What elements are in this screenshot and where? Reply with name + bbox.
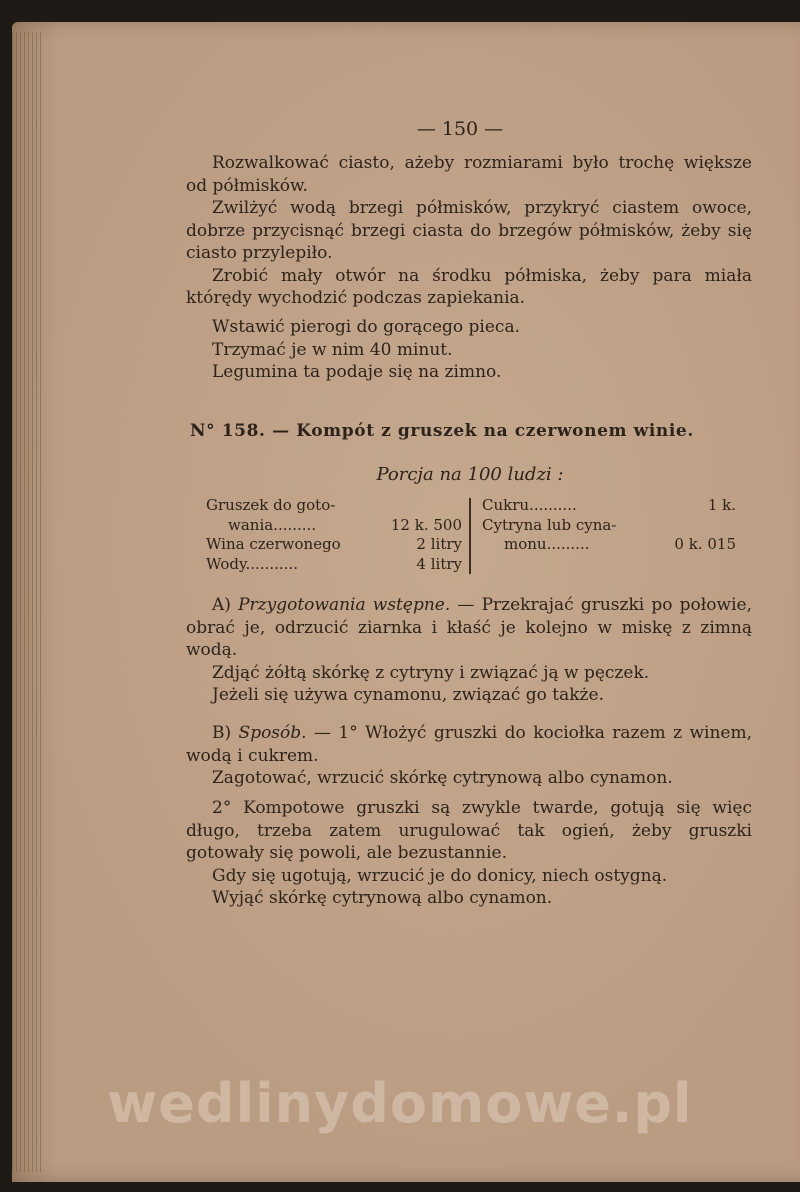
ingredient-qty: 4 litry (416, 554, 462, 573)
section-c (186, 797, 752, 910)
intro-line-2: Trzymać je w nim 40 minut. (212, 339, 453, 360)
recipe-dash: — (272, 421, 290, 441)
column-divider (469, 498, 471, 574)
ingredient-row (206, 496, 462, 516)
section-a-paragraph (186, 594, 752, 662)
section-b-dash: — (313, 723, 331, 743)
section-b-paragraph (186, 722, 752, 767)
ingredient-row (206, 555, 462, 575)
ingredient-row (482, 496, 736, 516)
section-a-line-2: Jeżeli się używa cynamonu, związać go także. (212, 685, 604, 705)
ingredient-name: monu......... (504, 535, 590, 553)
intro-line-3: Legumina ta podaje się na zimno. (212, 362, 502, 382)
ingredients-table (206, 496, 736, 576)
page-edges (12, 32, 42, 1172)
ingredient-row (482, 516, 736, 536)
recipe-number: N° 158. (190, 421, 266, 441)
ingredient-name: Cytryna lub cyna- (482, 515, 617, 534)
ingredient-qty: 12 k. 500 (390, 515, 462, 534)
intro-line-1: Wstawić pierogi do gorącego pieca. (212, 317, 520, 337)
section-b-line-1: Zagotować, wrzucić skórkę cytrynową albo cynamon. (212, 768, 673, 788)
section-b-title: Sposób. (238, 723, 307, 743)
page-number: — 150 — (416, 118, 504, 140)
ingredient-row (206, 516, 462, 536)
intro-paragraph-3: Zrobić mały otwór na środku półmiska, żeby para miała którędy wychodzić podczas zapiekania. (186, 265, 752, 308)
section-a-line-1: Zdjąć żółtą skórkę z cytryny i związać ją w pęczek. (212, 662, 650, 683)
ingredient-qty: 1 k. (707, 496, 736, 514)
recipe-title: Kompót z gruszek na czerwonem winie. (296, 421, 694, 441)
section-a (186, 594, 752, 707)
section-c-line-1: Gdy się ugotują, wrzucić je do donicy, niech ostygną. (212, 865, 668, 886)
section-c-line-2: Wyjąć skórkę cytrynową albo cynamon. (212, 888, 553, 908)
intro-paragraph-2: Zwilżyć wodą brzegi półmisków, przykryć ciastem owoce, dobrze przycisnąć brzegi ciasta do brzegów półmisków, żeby się ciasto przylepiło. (186, 198, 752, 263)
section-c-paragraph: 2° Kompotowe gruszki są zwykle twarde, gotują się więc długo, trzeba zatem urugulować tak ogień, żeby gruszki gotowały się powoli, ale bezustannie. (186, 798, 752, 863)
section-b-label: B) (212, 723, 232, 743)
ingredient-name: Wina czerwonego (206, 535, 341, 553)
ingredient-name: wania......... (228, 515, 317, 534)
ingredient-name: Wody........... (206, 554, 298, 573)
section-a-title: Przygotowania wstępne. (238, 595, 451, 615)
portion-line: Porcja na 100 ludzi : (376, 464, 564, 485)
watermark: wedlinydomowe.pl (107, 1072, 693, 1135)
section-a-label: A) (212, 595, 231, 615)
intro-lines (186, 316, 752, 384)
ingredient-row (482, 535, 736, 555)
section-b-text: 1° Włożyć gruszki do kociołka razem z winem, wodą i cukrem. (186, 723, 752, 766)
section-a-dash: — (457, 595, 475, 615)
intro-paragraph-1: Rozwalkować ciasto, ażeby rozmiarami było trochę większe od półmisków. (186, 153, 752, 196)
ingredient-name: Gruszek do goto- (206, 496, 336, 514)
ingredients-right-column (482, 496, 736, 555)
ingredients-left-column (206, 496, 462, 574)
recipe-heading (190, 421, 760, 441)
section-a-text: Przekrajać gruszki po połowie, obrać je, odrzucić ziarnka i kłaść je kolejno w miskę z zimną wodą. (186, 595, 752, 660)
ingredient-qty: 0 k. 015 (674, 535, 736, 553)
section-b (186, 722, 752, 790)
ingredient-row (206, 535, 462, 555)
ingredient-qty: 2 litry (416, 535, 462, 553)
ingredient-name: Cukru.......... (482, 496, 577, 514)
intro-text (186, 152, 752, 310)
